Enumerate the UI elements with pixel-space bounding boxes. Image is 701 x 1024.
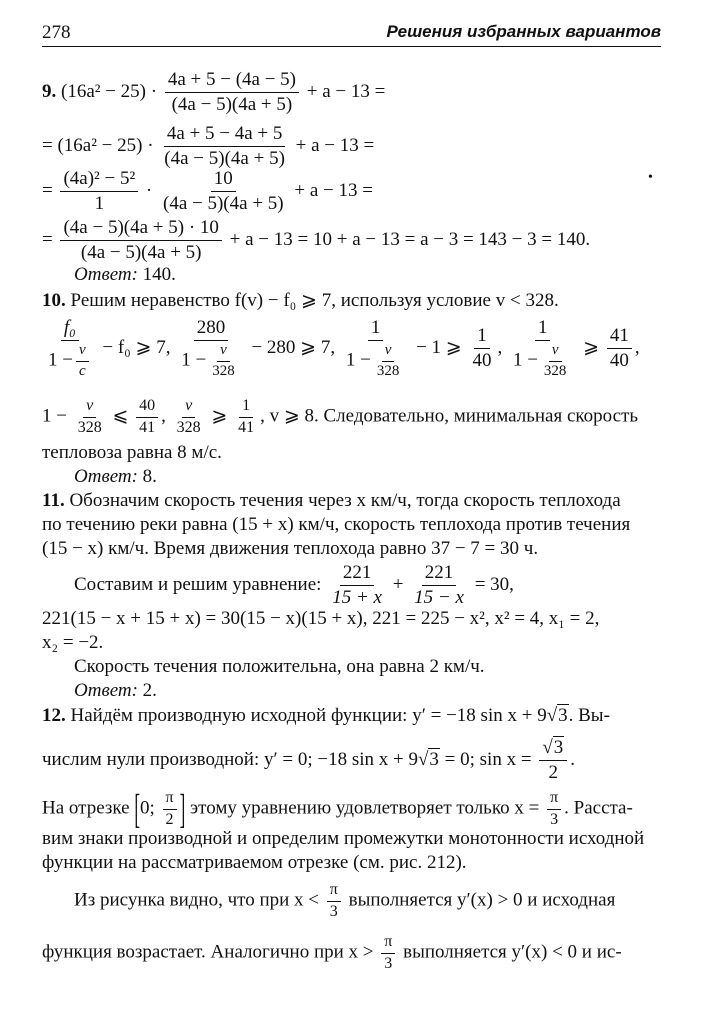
p9-line3 <box>42 169 373 214</box>
p12-l1-end: . Вы- <box>568 705 610 726</box>
numerator <box>539 738 567 761</box>
numerator: (4a − 5)(4a + 5) · 10 <box>60 218 221 241</box>
p9-l3-b: + a − 13 = <box>294 179 373 201</box>
p9-line2 <box>42 124 374 169</box>
p9-l3-fraction1 <box>60 169 138 214</box>
p11-l1-text: Обозначим скорость течения через x км/ч, тогда скорость теплохода <box>69 490 621 511</box>
one-minus: 1 − <box>181 349 207 371</box>
p10-frac-1b <box>510 318 575 379</box>
one-minus: 1 − <box>512 349 538 371</box>
numerator: v <box>382 343 395 362</box>
denominator: 328 <box>77 418 102 436</box>
p12-line5: функции на рассматриваемом отрезке (см. рис. 212). <box>42 852 467 873</box>
p10-m1-t2: − 280 ⩾ 7, <box>251 337 336 359</box>
p10-math2 <box>42 398 638 437</box>
scan-speck: • <box>648 170 653 185</box>
denominator: (4a − 5)(4a + 5) <box>163 192 284 214</box>
running-title: Решения избранных вариантов <box>386 22 661 41</box>
p10-m2-rest: , v ⩾ 8. Следовательно, минимальная скорость <box>260 405 639 427</box>
denominator: 41 <box>139 418 156 436</box>
frac-1-41 <box>235 398 257 437</box>
sqrt-radicand: 3 <box>429 748 439 770</box>
plus-sign: + <box>392 573 404 595</box>
numerator: π <box>327 882 341 902</box>
frac-pi-2 <box>163 790 177 829</box>
numerator: 1 <box>535 318 551 341</box>
denominator: 41 <box>238 418 255 436</box>
denominator: 1 <box>94 192 105 214</box>
right-bracket: ] <box>179 786 186 833</box>
denominator <box>343 341 408 380</box>
frac-sqrt3-2 <box>539 738 567 783</box>
ge-sign: ⩾ <box>211 405 228 427</box>
p12-line4: вим знаки производной и определим промежутки монотонности исходной <box>42 828 645 849</box>
comma: , <box>634 337 640 359</box>
ge-sign: ⩾ <box>583 337 600 359</box>
answer-value: 8. <box>142 466 157 487</box>
denominator: (4a − 5)(4a + 5) <box>164 147 285 169</box>
denominator: 15 − x <box>414 586 464 608</box>
p9-l3-dot: · <box>145 179 153 201</box>
numerator: 4a + 5 − 4a + 5 <box>164 124 286 147</box>
p12-line3 <box>42 786 633 833</box>
denominator <box>510 341 575 380</box>
frac-221-a <box>329 563 385 608</box>
frac-pi-3c <box>381 934 395 973</box>
p9-l4-eq: = <box>42 228 53 250</box>
p12-l7-a: функция возрастает. Аналогично при x > <box>42 941 374 963</box>
denominator <box>178 341 243 380</box>
numerator: π <box>547 790 561 810</box>
numerator: 221 <box>340 563 375 586</box>
numerator: 1 <box>368 318 384 341</box>
sqrt-sign: √ <box>417 748 429 770</box>
p9-line4 <box>42 218 590 263</box>
denominator: 328 <box>212 362 235 379</box>
denominator: 40 <box>472 350 492 372</box>
numerator: v <box>217 343 230 362</box>
sqrt-radicand: 3 <box>553 737 564 758</box>
p9-l1-a: (16a² − 25) · <box>61 80 158 102</box>
p12-l3-b: этому уравнению удовлетворяет только x = <box>190 797 540 819</box>
p10-frac-1-40 <box>469 326 494 371</box>
p11-answer <box>74 681 157 700</box>
v-over-328 <box>75 398 105 437</box>
p10-intro <box>42 291 559 310</box>
p9-l2-fraction <box>161 124 288 169</box>
frac-pi-3b <box>327 882 341 921</box>
p11-line1 <box>42 491 621 510</box>
page-number: 278 <box>42 22 71 43</box>
p10-frac-280 <box>178 318 243 379</box>
p11-line5: 221(15 − x + 15 + x) = 30(15 − x)(15 + x), 221 = 225 − x², x² = 4, x₁ = 2, <box>42 608 600 629</box>
p10-m1-t3: − 1 ⩾ <box>416 337 462 359</box>
answer-label: Ответ: <box>74 264 138 285</box>
v-over-c <box>76 343 89 380</box>
numerator: v <box>76 343 89 362</box>
denominator: 2 <box>165 810 174 828</box>
numerator: v <box>182 398 195 418</box>
p9-l1-b: + a − 13 = <box>306 80 386 102</box>
p9-answer <box>74 265 176 284</box>
one-minus: 1 − <box>42 405 67 427</box>
numerator: 1 <box>474 326 490 349</box>
p12-number: 12. <box>42 705 66 726</box>
numerator: 4a + 5 − (4a − 5) <box>165 70 299 93</box>
numerator: 40 <box>136 398 158 418</box>
page-header <box>42 18 661 47</box>
v-over-328 <box>541 343 570 380</box>
denominator: (4a − 5)(4a + 5) <box>80 241 202 263</box>
numerator: π <box>381 934 395 954</box>
numerator: π <box>163 790 177 810</box>
p12-line7 <box>42 934 622 973</box>
p9-l2-b: + a − 13 = <box>295 134 375 156</box>
p9-l4-b: + a − 13 = 10 + a − 13 = a − 3 = 143 − 3 = 140. <box>229 228 591 250</box>
left-bracket: [ <box>134 786 140 833</box>
comma: , <box>161 405 166 427</box>
p9-l1-fraction <box>165 70 299 115</box>
answer-label: Ответ: <box>74 680 138 701</box>
numerator: 280 <box>194 318 229 341</box>
period: . <box>570 748 575 770</box>
p10-frac-f0 <box>45 318 95 379</box>
p12-l2-mid: = 0; sin x = <box>444 748 532 770</box>
numerator: 10 <box>211 169 236 192</box>
p10-answer <box>74 467 157 486</box>
numerator: (4a)² − 5² <box>60 169 138 192</box>
sqrt-sign: √ <box>546 705 558 726</box>
denominator: 15 + x <box>332 586 382 608</box>
denominator: 328 <box>376 362 400 379</box>
answer-value: 2. <box>142 680 157 701</box>
one-minus: 1 − <box>345 349 371 371</box>
numerator: 221 <box>422 563 457 586</box>
p9-l3-fraction2 <box>160 169 287 214</box>
denominator: 328 <box>176 418 201 436</box>
p9-l2-a: = (16a² − 25) · <box>42 134 154 156</box>
numerator: v <box>549 343 562 362</box>
p11-equation <box>74 563 514 608</box>
frac-40-41 <box>136 398 158 437</box>
v-over-328 <box>374 343 403 380</box>
p11-eq-result: = 30, <box>474 573 514 595</box>
p10-frac-1 <box>343 318 408 379</box>
denominator: 3 <box>329 902 338 920</box>
p11-eq-text: Составим и решим уравнение: <box>74 573 322 595</box>
p10-frac-41-40 <box>607 326 632 371</box>
sqrt-sign: √ <box>542 737 553 758</box>
denominator: 2 <box>548 761 559 783</box>
v-over-328 <box>209 343 238 380</box>
denominator: 3 <box>550 810 559 828</box>
p12-line6 <box>74 882 615 921</box>
p11-line6: x₂ = −2. <box>42 632 104 653</box>
p11-number: 11. <box>42 490 65 511</box>
p12-l6-b: выполняется y′(x) > 0 и исходная <box>348 889 616 911</box>
p10-m1-t1: − f₀ ⩾ 7, <box>102 337 171 359</box>
p10-intro-text: Решим неравенство f(v) − f₀ ⩾ 7, используя условие v < 328. <box>70 290 559 311</box>
numerator: 41 <box>607 326 632 349</box>
p9-line1 <box>42 70 385 115</box>
le-sign: ⩽ <box>112 405 129 427</box>
denominator: c <box>78 362 86 379</box>
p9-l4-fraction <box>60 218 221 263</box>
p12-line2 <box>42 738 575 783</box>
one-minus: 1 − <box>48 349 73 371</box>
numerator: v <box>83 398 96 418</box>
segment-start: 0; <box>139 797 155 819</box>
p10-number: 10. <box>42 290 66 311</box>
p9-l3-eq: = <box>42 179 53 201</box>
p12-l7-b: выполняется y′(x) < 0 и ис- <box>403 941 622 963</box>
frac-pi-3 <box>547 790 561 829</box>
p12-line1 <box>42 706 610 725</box>
denominator: 3 <box>384 954 393 972</box>
denominator: 328 <box>543 362 567 379</box>
p12-l2-text: числим нули производной: y′ = 0; −18 sin x + 9 <box>42 748 418 770</box>
answer-label: Ответ: <box>74 466 138 487</box>
p11-line7: Скорость течения положительна, она равна 2 км/ч. <box>74 656 485 677</box>
numerator: 1 <box>239 398 253 418</box>
sqrt-radicand: 3 <box>558 705 568 726</box>
denominator: 40 <box>609 350 629 372</box>
p12-l3-a: На отрезке <box>42 797 130 819</box>
p12-l1-text: Найдём производную исходной функции: y′ = −18 sin x + 9 <box>70 705 547 726</box>
comma: , <box>497 337 503 359</box>
denominator: (4a − 5)(4a + 5) <box>171 93 293 115</box>
denominator <box>45 341 95 380</box>
frac-221-b <box>411 563 467 608</box>
p11-line2: по течению реки равна (15 + x) км/ч, скорость теплохода против течения <box>42 514 631 535</box>
numerator: f₀ <box>61 318 79 341</box>
p11-line3: (15 − x) км/ч. Время движения теплохода равно 37 − 7 = 30 ч. <box>42 538 539 559</box>
p12-l3-c: . Расста- <box>564 797 633 819</box>
p10-text: тепловоза равна 8 м/с. <box>42 442 222 463</box>
p12-l6-a: Из рисунка видно, что при x < <box>74 889 320 911</box>
p9-number: 9. <box>42 80 57 102</box>
answer-value: 140. <box>142 264 176 285</box>
v-over-328b <box>174 398 204 437</box>
p10-math1 <box>42 318 640 379</box>
